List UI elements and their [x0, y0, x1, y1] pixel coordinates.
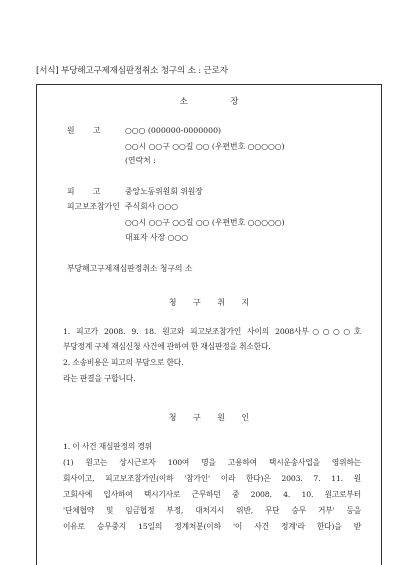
claim-heading: 청 구 취 지: [168, 298, 257, 307]
cause-line: 회사이고, 피고보조참가인(이하 '참가인' 이라 한다)은 2003. 7. 11. 원: [63, 474, 361, 483]
cause-line: 이유로 승무중지 15일의 정계처분(이하 '이 사건 정계'라 한다)을 받: [63, 522, 361, 531]
plaintiff-contact: (연락처 :: [125, 156, 156, 165]
claim-line: 1. 피고가 2008. 9. 18. 원고와 피고보조참가인 사이의 2008사부○○○○호: [63, 327, 361, 336]
case-name: 부당해고구제재심판정취소 청구의 소: [67, 264, 193, 273]
claim-line: 라는 판결을 구합니다.: [63, 374, 136, 383]
complaint-document: [36, 84, 382, 565]
form-caption: [서식] 부당해고구제재심판정취소 청구의 소 : 근로자: [36, 66, 228, 76]
cause-line: '단체협약 및 임금협정 부정, 대처지시 위반, 무단 승무 거부' 등을: [63, 506, 361, 515]
intervenor-representative: 대표자 사장 ○○○: [125, 233, 189, 242]
cause-heading: 청 구 원 인: [168, 413, 257, 422]
plaintiff-label: 원 고: [67, 126, 109, 135]
cause-line: 고회사에 입사하여 택시기사로 근무하던 중 2008. 4. 10. 원고로부터: [63, 490, 361, 499]
defendant-label: 피 고: [67, 187, 109, 196]
cause-line: 1. 이 사건 재심판정의 경위: [63, 442, 152, 451]
claim-line: 부당정계 구제 재심신청 사건에 관하여 한 재심판정을 취소한다.: [63, 342, 271, 351]
plaintiff-name: ○○○ (000000-0000000): [125, 126, 222, 135]
intervenor-label: 피고보조참가인: [67, 202, 120, 211]
claim-line: 2. 소송비용은 피고의 부담으로 한다.: [63, 358, 184, 367]
defendant-name: 중앙노동위원회 위원장: [125, 187, 203, 196]
plaintiff-address: ○○시 ○○구 ○○길 ○○ (우편번호 ○○○○○): [125, 142, 285, 151]
cause-line: (1) 원고는 상시근로자 100여 명을 고용하여 택시운송사업을 영위하는: [63, 458, 361, 467]
intervenor-address: ○○시 ○○구 ○○길 ○○ (우편번호 ○○○○○): [125, 218, 285, 227]
document-title: 소 장: [179, 96, 259, 106]
intervenor-name: 주식회사 ○○○: [125, 202, 179, 211]
